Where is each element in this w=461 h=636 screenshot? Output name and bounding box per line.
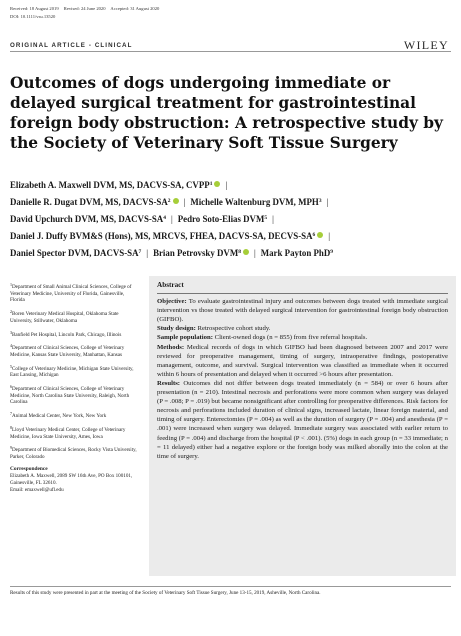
author-name[interactable]: [261, 248, 333, 258]
abstract-heading: Abstract: [157, 281, 448, 294]
affiliation-marker: 1: [10, 282, 12, 287]
affiliation-text: Department of Small Animal Clinical Sciences, College of Veterinary Medicine, University of Florida, Gainesville, Florida: [10, 284, 132, 304]
author-name-text: Elizabeth A. Maxwell DVM, MS, DACVS-SA, CVPP: [10, 180, 210, 190]
abstract-section-text: To evaluate gastrointestinal injury and outcomes between dogs treated with immediate surgical intervention vs those treated with delayed surgical intervention for gastrointestinal foreign body obstruction (GIFBO).: [157, 298, 448, 324]
author-list: [10, 176, 455, 261]
affiliation-text: Department of Clinical Sciences, College of Veterinary Medicine, Kansas State University, Manhattan, Kansas: [10, 345, 125, 358]
abstract-section: [157, 297, 448, 324]
author-affiliation-marker: 7: [138, 249, 142, 255]
affiliations-column: [10, 282, 140, 493]
affiliation-item: [10, 425, 140, 440]
abstract-section-label: Results:: [157, 379, 181, 387]
abstract-section-text: Outcomes did not differ between dogs treated immediately (n = 584) or over 6 hours after presentation (n = 210). Intestinal necrosis and perforations were more common when surgery was delayed (P = .008; P = .019) but became nonsignificant after controlling for preoperative differences. Risk factors for necrosis and perforations included duration of clinical signs, increased lactate, linear foreign material, and timing of surgery. Enterectomies (P = .004) as well as the duration of surgery (P = .004) and anesthesia (P = .001) were increased when surgery was delayed. Immediate surgery was associated with earlier return to feeding (P = .004) and discharge from the hospital (P < .001). (5%) dogs in each group (n = 33 immediate; n = 11 delayed) either had a negative explore or the foreign body was milked aborally into the colon at the time of surgery.: [157, 379, 448, 460]
affiliation-item: [10, 384, 140, 406]
abstract-section-label: Sample population:: [157, 334, 213, 342]
author-name-text: Brian Petrovsky DVM: [153, 248, 239, 258]
author-line: [10, 176, 455, 193]
abstract-body: [157, 297, 448, 461]
affiliation-text: Animal Medical Center, New York, New York: [12, 413, 107, 420]
abstract-section: [157, 333, 448, 342]
orcid-icon[interactable]: [173, 198, 179, 204]
author-line: [10, 210, 455, 227]
author-name[interactable]: [153, 248, 249, 258]
affiliation-item: [10, 343, 140, 358]
affiliation-marker: 8: [10, 424, 12, 430]
affiliation-marker: 7: [10, 411, 12, 417]
author-name[interactable]: [10, 197, 179, 207]
affiliation-text: College of Veterinary Medicine, Michigan State University, East Lansing, Michigan: [10, 365, 134, 379]
author-name[interactable]: [190, 197, 321, 207]
author-affiliation-marker: 8: [238, 249, 241, 255]
presentation-footnote: Results of this study were presented in part at the meeting of the Society of Veterinary Soft Tissue Surgery, June 13-15, 2019, Asheville, North Carolina.: [10, 590, 321, 596]
affiliation-text: Banfield Pet Hospital, Lincoln Park, Chicago, Illinois: [12, 331, 122, 338]
received-date: Received: 18 August 2019: [10, 6, 59, 11]
affiliation-item: [10, 364, 140, 379]
correspondence-text: Elizabeth A. Maxwell, 2089 SW 16th Ave, PO Box 100101, Gainesville, FL 32610. Email: emaxwell@ufl.edu: [10, 473, 133, 493]
article-title: Outcomes of dogs undergoing immediate or delayed surgical treatment for gastrointestinal foreign body obstruction: A retrospective study by the Society of Veterinary Soft Tissue Surgery: [10, 74, 444, 152]
affiliation-marker: 2: [10, 309, 12, 315]
author-affiliation-marker: 3: [318, 198, 322, 204]
author-name-text: David Upchurch DVM, MS, DACVS-SA: [10, 214, 164, 224]
author-affiliation-marker: 4: [163, 215, 166, 221]
author-name-text: Danielle R. Dugat DVM, MS, DACVS-SA: [10, 197, 168, 207]
abstract-section: [157, 343, 448, 379]
author-line: [10, 244, 455, 261]
author-name[interactable]: [10, 214, 166, 224]
author-name[interactable]: [178, 214, 267, 224]
author-name-text: Daniel Spector DVM, DACVS-SA: [10, 248, 139, 258]
affiliation-item: [10, 330, 140, 339]
abstract-section-label: Objective:: [157, 298, 187, 306]
affiliation-marker: 5: [10, 363, 12, 369]
affiliation-text: Boren Veterinary Medical Hospital, Oklahoma State University, Stillwater, Oklahoma: [10, 311, 119, 324]
author-separator: |: [326, 197, 329, 207]
author-separator: |: [272, 214, 274, 224]
author-separator: |: [170, 214, 173, 224]
author-name-text: Daniel J. Duffy BVM&S (Hons), MS, MRCVS, FHEA, DACVS-SA, DECVS-SA: [10, 231, 313, 241]
author-name[interactable]: [10, 248, 141, 258]
abstract-section-label: Study design:: [157, 325, 196, 333]
author-name-text: Mark Payton PhD: [260, 248, 331, 258]
author-name-text: Pedro Soto-Elias DVM: [177, 214, 265, 224]
author-affiliation-marker: 9: [330, 249, 334, 255]
author-separator: |: [146, 248, 149, 258]
author-affiliation-marker: 1: [209, 181, 213, 187]
author-name[interactable]: [10, 180, 220, 190]
abstract-section-label: Methods:: [157, 343, 185, 351]
affiliation-item: [10, 309, 140, 324]
affiliation-marker: 9: [10, 445, 12, 451]
orcid-icon[interactable]: [214, 181, 220, 187]
author-separator: |: [328, 231, 331, 241]
affiliation-marker: 4: [10, 343, 12, 349]
affiliation-item: [10, 411, 140, 420]
accepted-date: Accepted: 31 August 2020: [110, 6, 160, 11]
correspondence-heading: Correspondence: [10, 465, 48, 472]
affiliation-text: Lloyd Veterinary Medical Center, College of Veterinary Medicine, Iowa State University, Ames, Iowa: [10, 426, 126, 440]
manuscript-dates: [10, 6, 163, 11]
affiliation-marker: 3: [10, 329, 12, 335]
author-line: [10, 193, 455, 210]
author-affiliation-marker: 2: [167, 198, 171, 204]
footnote-divider: [10, 586, 451, 587]
author-line: [10, 227, 455, 244]
orcid-icon[interactable]: [317, 232, 323, 238]
revised-date: Revised: 24 June 2020: [63, 6, 106, 11]
abstract-section-text: Medical records of dogs in which GIFBO had been diagnosed between 2007 and 2017 were reviewed for preoperative management, timing of surgery, intraoperative findings, postoperative management, outcome, and survival. Surgical intervention was classified as immediate when it occurred within 6 hours of presentation and delayed when it occurred >6 hours after presentation.: [157, 343, 448, 378]
affiliation-text: Department of Biomedical Sciences, Rocky Vista University, Parker, Colorado: [10, 447, 137, 460]
article-type: ORIGINAL ARTICLE - CLINICAL: [10, 42, 133, 49]
author-affiliation-marker: 6: [312, 232, 316, 238]
author-name-text: Michelle Waltenburg DVM, MPH: [190, 197, 319, 207]
orcid-icon[interactable]: [243, 249, 249, 255]
author-affiliation-marker: 5: [264, 215, 268, 221]
author-separator: |: [225, 180, 228, 190]
affiliation-list: [10, 282, 140, 461]
abstract-section: [157, 324, 448, 333]
abstract-section-text: Retrospective cohort study.: [195, 325, 271, 333]
abstract-box: [149, 276, 456, 576]
abstract-section-text: Client-owned dogs (n = 855) from five referral hospitals.: [212, 334, 368, 342]
affiliation-item: [10, 282, 140, 304]
doi-link[interactable]: DOI: 10.1111/vsu.13520: [10, 14, 56, 19]
affiliation-item: [10, 445, 140, 460]
author-name[interactable]: [10, 231, 323, 241]
author-separator: |: [183, 197, 186, 207]
author-separator: |: [253, 248, 256, 258]
abstract-section: [157, 379, 448, 461]
affiliation-text: Department of Clinical Sciences, College of Veterinary Medicine, North Carolina State University, Raleigh, North Carolina: [10, 386, 130, 406]
affiliation-marker: 6: [10, 384, 12, 390]
header-divider: [10, 51, 451, 52]
publisher-logo: WILEY: [403, 38, 449, 52]
